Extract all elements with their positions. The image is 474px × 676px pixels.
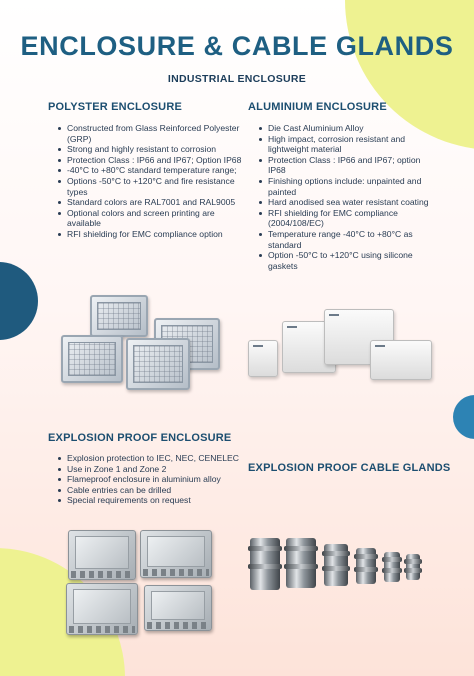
list-item: Strong and highly resistant to corrosion <box>58 144 244 155</box>
list-item: Protection Class : IP66 and IP67; Option IP68 <box>58 155 244 166</box>
explosion-feature-list <box>58 453 258 506</box>
decorative-blue-circle-left <box>0 262 38 340</box>
list-item: Use in Zone 1 and Zone 2 <box>58 464 258 475</box>
list-item: Standard colors are RAL7001 and RAL9005 <box>58 197 244 208</box>
list-item: Option -50°C to +120°C using silicone gaskets <box>259 250 439 271</box>
list-item: Die Cast Aluminium Alloy <box>259 123 439 134</box>
aluminium-enclosure-image <box>246 305 438 383</box>
list-item: Cable entries can be drilled <box>58 485 258 496</box>
list-item: Constructed from Glass Reinforced Polyester (GRP) <box>58 123 244 144</box>
list-item: Options -50°C to +120°C and fire resistance types <box>58 176 244 197</box>
list-item: RFI shielding for EMC compliance (2004/108/EC) <box>259 208 439 229</box>
explosion-enclosure-image <box>66 527 216 637</box>
decorative-blue-circle-right <box>453 395 474 439</box>
page-subtitle: INDUSTRIAL ENCLOSURE <box>167 73 307 85</box>
list-item: Optional colors and screen printing are available <box>58 208 244 229</box>
page-title: ENCLOSURE & CABLE GLANDS <box>20 31 454 61</box>
polyester-feature-list <box>58 123 244 240</box>
list-item: -40°C to +80°C standard temperature range; <box>58 165 244 176</box>
list-item: High impact, corrosion resistant and lightweight material <box>259 134 439 155</box>
list-item: RFI shielding for EMC compliance option <box>58 229 244 240</box>
cable-glands-heading: EXPLOSION PROOF CABLE GLANDS <box>248 462 451 474</box>
list-item: Hard anodised sea water resistant coating <box>259 197 439 208</box>
list-item: Finishing options include: unpainted and painted <box>259 176 439 197</box>
explosion-enclosure-heading: EXPLOSION PROOF ENCLOSURE <box>48 432 232 444</box>
list-item: Special requirements on request <box>58 495 258 506</box>
aluminium-heading: ALUMINIUM ENCLOSURE <box>248 101 387 113</box>
polyester-enclosure-image <box>58 292 230 392</box>
polyester-heading: POLYSTER ENCLOSURE <box>48 101 182 113</box>
list-item: Explosion protection to IEC, NEC, CENELEC <box>58 453 258 464</box>
cable-glands-image <box>246 532 426 594</box>
aluminium-feature-list <box>259 123 439 271</box>
list-item: Flameproof enclosure in aluminium alloy <box>58 474 258 485</box>
list-item: Temperature range -40°C to +80°C as standard <box>259 229 439 250</box>
list-item: Protection Class : IP66 and IP67; option IP68 <box>259 155 439 176</box>
